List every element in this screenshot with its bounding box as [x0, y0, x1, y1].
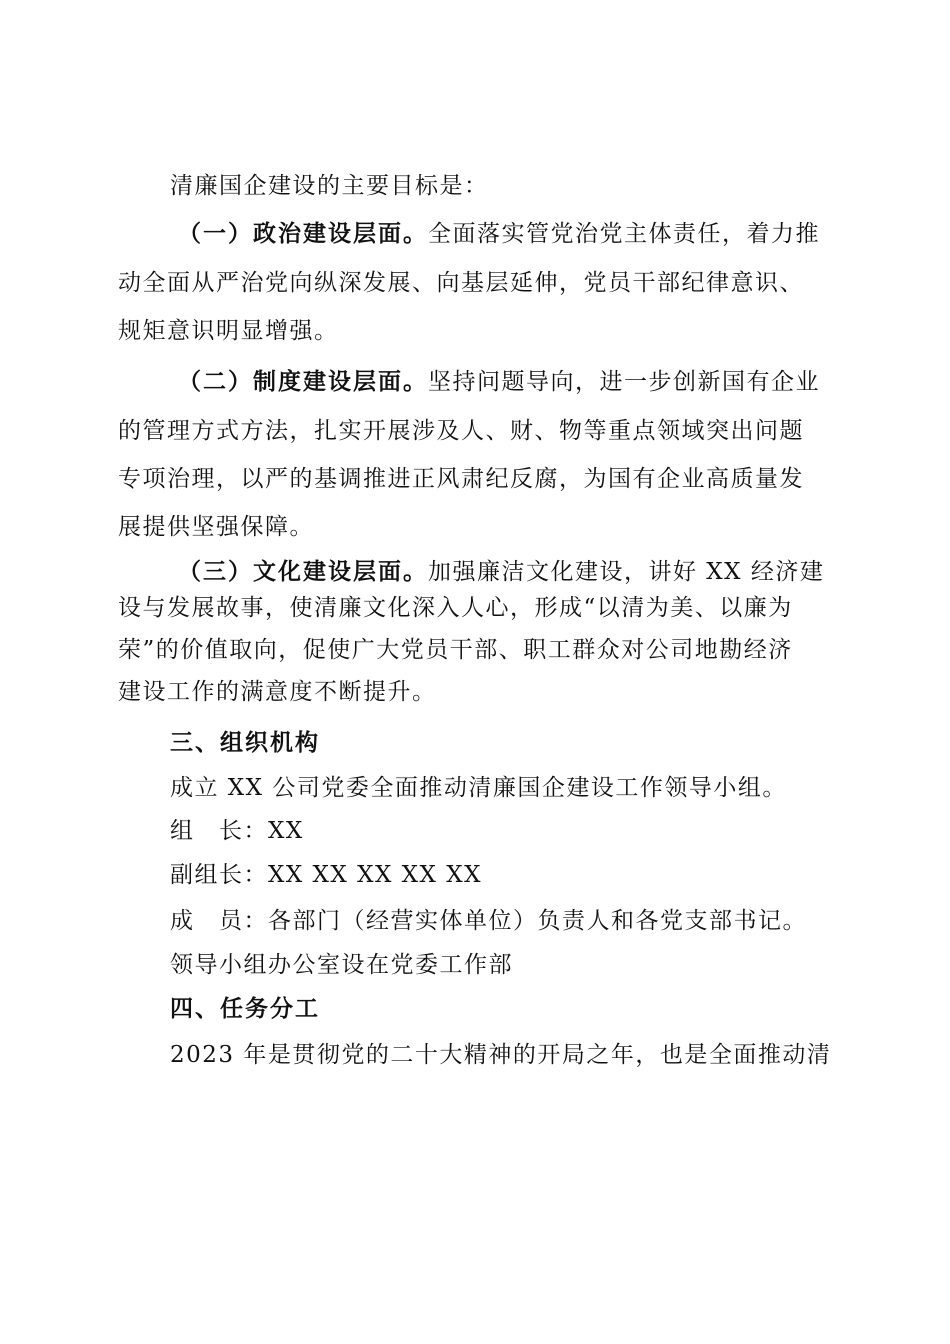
intro-line: 清廉国企建设的主要目标是：: [170, 173, 489, 199]
item-1-marker: （一）政治建设层面。: [178, 221, 428, 247]
item-2-marker: （二）制度建设层面。: [178, 369, 428, 395]
section-4-first-line: 2023 年是贯彻党的二十大精神的开局之年，也是全面推动清: [170, 1042, 832, 1068]
section-3-deputy: 副组长：XX XX XX XX XX: [170, 862, 482, 888]
item-2-text-3: 展提供坚强保障。: [118, 514, 314, 540]
item-3-text-3: 建设工作的满意度不断提升。: [118, 679, 437, 705]
section-4-heading: 四、任务分工: [170, 996, 320, 1022]
section-3-establish: 成立 XX 公司党委全面推动清廉国企建设工作领导小组。: [170, 775, 787, 801]
item-3-text-2: 荣”的价值取向，促使广大党员干部、职工群众对公司地勘经济: [118, 637, 793, 663]
item-1-text-2: 规矩意识明显增强。: [118, 318, 339, 344]
section-3-members: 成 员：各部门（经营实体单位）负责人和各党支部书记。: [170, 908, 807, 934]
item-1-text-0: 全面落实管党治党主体责任，着力推: [428, 221, 820, 247]
item-3-text-1: 设与发展故事，使清廉文化深入人心，形成“以清为美、以廉为: [118, 595, 793, 621]
item-2-text-2: 专项治理，以严的基调推进正风肃纪反腐，为国有企业高质量发: [118, 466, 804, 492]
section-3-office: 领导小组办公室设在党委工作部: [170, 952, 513, 978]
item-3-text-0: 加强廉洁文化建设，讲好 XX 经济建: [428, 559, 825, 585]
section-3-heading: 三、组织机构: [170, 730, 320, 756]
section-3-leader: 组 长：XX: [170, 818, 304, 844]
item-3-marker: （三）文化建设层面。: [178, 559, 428, 585]
item-2-text-1: 的管理方式方法，扎实开展涉及人、财、物等重点领域突出问题: [118, 418, 804, 444]
item-2-first-line: [178, 366, 820, 398]
item-2-text-0: 坚持问题导向，进一步创新国有企业: [428, 369, 820, 395]
item-1-first-line: [178, 218, 820, 250]
item-1-text-1: 动全面从严治党向纵深发展、向基层延伸，党员干部纪律意识、: [118, 270, 804, 296]
item-3-first-line: [178, 556, 824, 588]
